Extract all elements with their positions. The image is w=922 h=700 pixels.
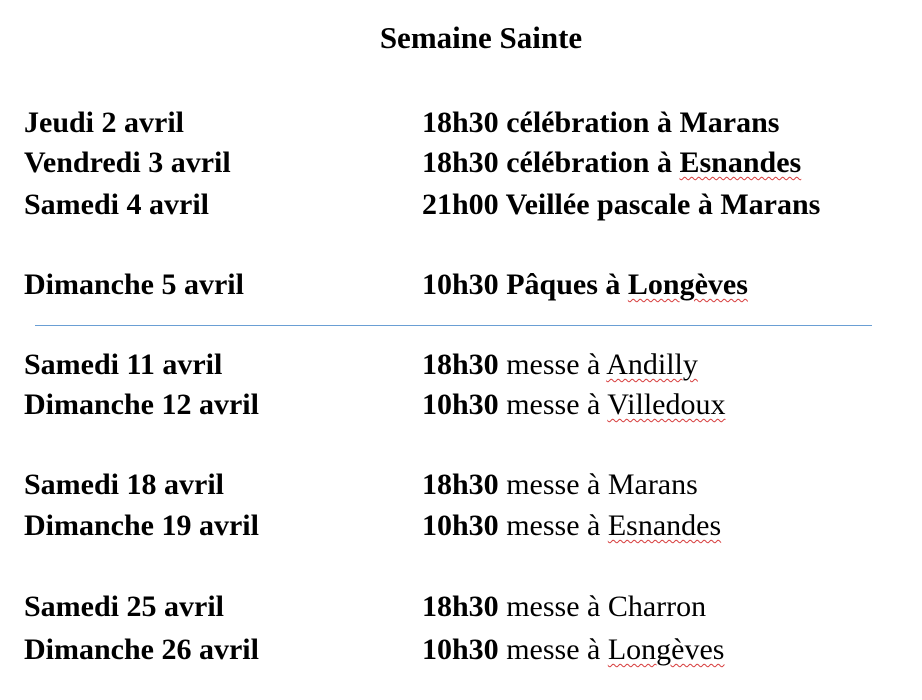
schedule-event [422,185,820,225]
schedule-place: Longèves [607,633,725,666]
schedule-event [422,143,801,183]
section-divider [35,325,872,326]
schedule-day: Samedi 11 avril [24,348,223,381]
schedule-row [0,103,922,143]
schedule-row [0,587,922,627]
schedule-day: Dimanche 19 avril [24,509,259,542]
schedule-row [0,465,922,505]
schedule-row [0,185,922,225]
schedule-desc: messe à [506,388,601,421]
schedule-place: Esnandes [679,146,802,179]
schedule-time: 18h30 [422,106,499,139]
schedule-row [0,265,922,305]
schedule-row [0,143,922,183]
schedule-time: 10h30 [422,388,499,421]
schedule-desc: messe à [506,590,601,623]
schedule-place: Andilly [606,348,698,381]
schedule-desc: Veillée pascale à [505,188,713,221]
schedule-event [422,587,706,627]
schedule-event [422,506,721,546]
schedule-day: Samedi 4 avril [24,188,209,221]
schedule-time: 18h30 [422,590,499,623]
schedule-event [422,465,698,505]
schedule-day: Jeudi 2 avril [24,106,185,139]
schedule-desc: messe à [506,468,601,501]
schedule-time: 10h30 [422,268,499,301]
schedule-day: Dimanche 5 avril [24,268,244,301]
schedule-day: Vendredi 3 avril [24,146,231,179]
schedule-event [422,630,724,670]
schedule-place: Longèves [627,268,748,301]
schedule-event [422,103,779,143]
page-title: Semaine Sainte [379,20,583,55]
schedule-desc: célébration à [506,146,672,179]
schedule-row [0,345,922,385]
schedule-day: Samedi 18 avril [24,468,224,501]
schedule-place: Charron [607,590,707,623]
schedule-time: 21h00 [422,188,499,221]
schedule-desc: messe à [506,348,601,381]
schedule-desc: Pâques à [506,268,621,301]
schedule-row [0,506,922,546]
schedule-desc: messe à [506,633,601,666]
schedule-desc: messe à [506,509,601,542]
schedule-time: 18h30 [422,348,499,381]
schedule-place: Esnandes [607,509,722,542]
schedule-place: Marans [720,188,821,221]
schedule-day: Samedi 25 avril [24,590,224,623]
schedule-time: 18h30 [422,146,499,179]
schedule-place: Marans [607,468,698,501]
schedule-row [0,385,922,425]
schedule-event [422,385,725,425]
schedule-event [422,345,698,385]
schedule-day: Dimanche 12 avril [24,388,259,421]
schedule-row [0,630,922,670]
schedule-event [422,265,748,305]
schedule-place: Villedoux [607,388,726,421]
schedule-time: 10h30 [422,509,499,542]
schedule-place: Marans [679,106,780,139]
schedule-time: 18h30 [422,468,499,501]
schedule-desc: célébration à [506,106,672,139]
schedule-day: Dimanche 26 avril [24,633,259,666]
schedule-time: 10h30 [422,633,499,666]
